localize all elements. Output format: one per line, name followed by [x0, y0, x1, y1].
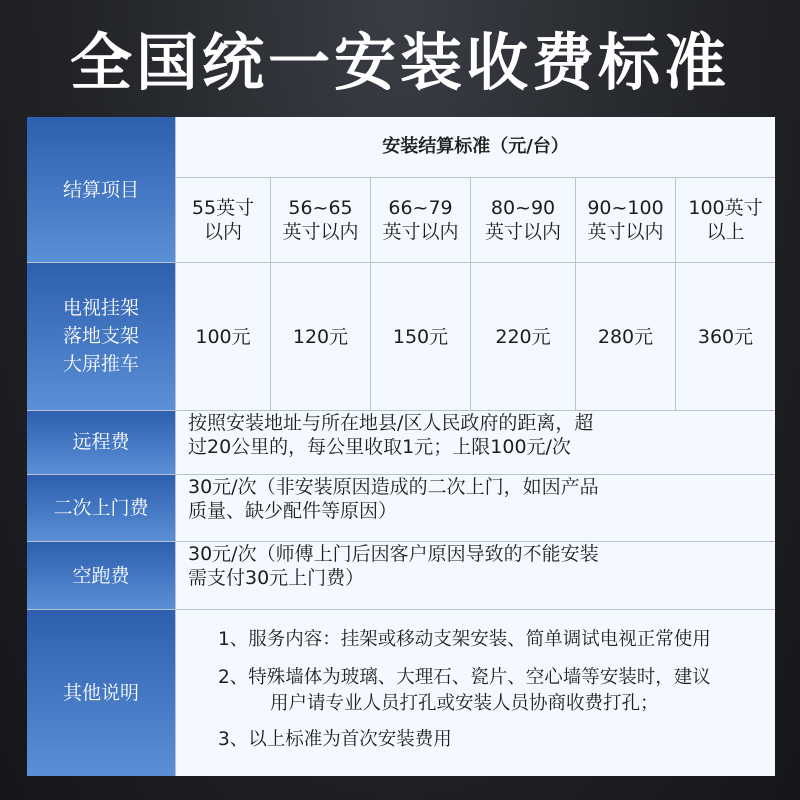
note-item: 2、特殊墙体为玻璃、大理石、瓷片、空心墙等安装时，建议 — [218, 667, 711, 688]
grid-line — [175, 117, 176, 776]
note-item: 3、以上标准为首次安装费用 — [218, 729, 452, 750]
install-item: 落地支架 — [62, 325, 139, 347]
size-line: 英寸以内 — [587, 221, 664, 243]
size-line: 66~79 — [388, 197, 453, 219]
row-label-other-notes: 其他说明 — [27, 609, 175, 776]
size-col-1 — [176, 178, 270, 262]
grid-line — [470, 178, 471, 410]
grid-line — [675, 178, 676, 410]
size-line: 90~100 — [587, 197, 664, 219]
empty-trip-fee-desc — [176, 542, 775, 609]
grid-line — [270, 178, 271, 410]
revisit-fee-desc — [176, 475, 775, 541]
desc-line: 过20公里的，每公里收取1元；上限100元/次 — [188, 436, 571, 458]
grid-line — [27, 541, 775, 542]
price-cell: 150元 — [392, 325, 449, 348]
desc-line: 需支付30元上门费） — [188, 567, 365, 589]
size-line: 55英寸 — [191, 197, 255, 219]
remote-fee-desc — [176, 411, 775, 474]
row-label-remote-fee: 远程费 — [27, 410, 175, 474]
row-label-revisit-fee: 二次上门费 — [27, 475, 175, 541]
note-item: 用户请专业人员打孔或安装人员协商收费打孔； — [270, 693, 659, 714]
header-settlement-item: 结算项目 — [27, 117, 175, 262]
grid-line — [176, 177, 775, 178]
header-standard: 安装结算标准（元/台） — [382, 136, 569, 157]
price-cell: 120元 — [292, 325, 349, 348]
row-label-empty-trip-fee: 空跑费 — [27, 542, 175, 609]
price-cell: 360元 — [697, 325, 754, 348]
price-cell: 100元 — [195, 325, 251, 348]
size-col-4 — [471, 178, 575, 262]
size-col-3 — [371, 178, 470, 262]
fee-table — [27, 117, 775, 776]
size-line: 以内 — [203, 221, 242, 243]
desc-line: 30元/次（师傅上门后因客户原因导致的不能安装 — [188, 543, 599, 565]
size-line: 以上 — [706, 221, 745, 243]
other-notes — [203, 609, 775, 776]
size-col-5 — [576, 178, 675, 262]
size-col-6 — [676, 178, 775, 262]
price-cell: 220元 — [495, 325, 551, 348]
size-col-2 — [271, 178, 370, 262]
install-items-label — [27, 262, 175, 410]
page-title: 全国统一安装收费标准 — [69, 26, 730, 99]
install-item: 大屏推车 — [62, 353, 139, 375]
grid-line — [370, 178, 371, 410]
grid-line — [27, 609, 775, 610]
grid-line — [27, 262, 775, 263]
price-cell: 280元 — [597, 325, 654, 348]
grid-line — [27, 474, 775, 475]
size-line: 56~65 — [288, 197, 353, 219]
grid-line — [575, 178, 576, 410]
size-line: 英寸以内 — [484, 221, 561, 243]
grid-line — [27, 410, 775, 411]
desc-line: 按照安装地址与所在地县/区人民政府的距离，超 — [188, 412, 594, 434]
desc-line: 30元/次（非安装原因造成的二次上门，如因产品 — [188, 476, 599, 498]
size-line: 英寸以内 — [282, 221, 359, 243]
size-line: 100英寸 — [688, 197, 763, 219]
size-line: 英寸以内 — [382, 221, 459, 243]
install-item: 电视挂架 — [62, 297, 139, 319]
desc-line: 质量、缺少配件等原因） — [188, 500, 398, 522]
note-item: 1、服务内容：挂架或移动支架安装、简单调试电视正常使用 — [218, 629, 711, 650]
size-line: 80~90 — [490, 197, 556, 219]
